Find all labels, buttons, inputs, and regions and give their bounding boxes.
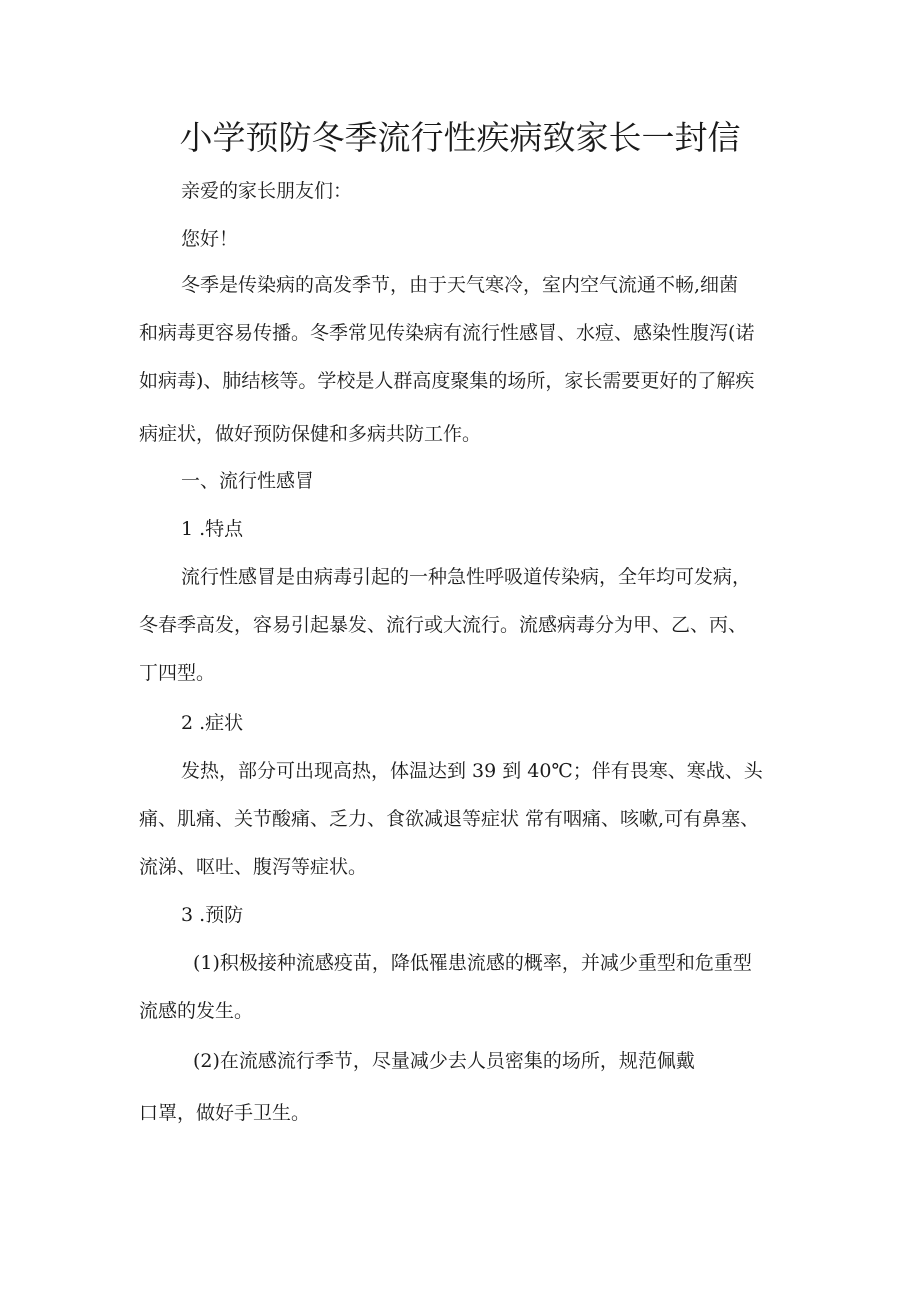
intro-line-1: 冬季是传染病的高发季节，由于天气寒冷，室内空气流通不畅,细菌 [181, 274, 739, 296]
subheading-prevention: 3 .预防 [181, 904, 244, 926]
feature-line-2: 冬春季高发，容易引起暴发、流行或大流行。流感病毒分为甲、乙、丙、 [139, 614, 748, 636]
intro-line-3: 如病毒)、肺结核等。学校是人群高度聚集的场所，家长需要更好的了解疾 [139, 370, 755, 392]
intro-line-2: 和病毒更容易传播。冬季常见传染病有流行性感冒、水痘、感染性腹泻(诺 [139, 322, 755, 344]
greeting: 您好！ [181, 228, 239, 250]
salutation: 亲爱的家长朋友们： [181, 180, 353, 202]
document-title: 小学预防冬季流行性疾病致家长一封信 [179, 118, 741, 157]
symptom-line-1: 发热，部分可出现高热，体温达到 39 到 40℃；伴有畏寒、寒战、头 [181, 760, 763, 782]
subheading-symptoms: 2 .症状 [181, 712, 244, 734]
prevention-1-line-1: (1)积极接种流感疫苗，降低罹患流感的概率，并减少重型和危重型 [193, 952, 752, 974]
feature-line-3: 丁四型。 [139, 662, 216, 684]
subheading-features: 1 .特点 [181, 518, 244, 540]
symptom-line-3: 流涕、呕吐、腹泻等症状。 [139, 856, 368, 878]
intro-line-4: 病症状，做好预防保健和多病共防工作。 [139, 423, 482, 445]
symptom-line-2: 痛、肌痛、关节酸痛、乏力、食欲减退等症状 常有咽痛、咳嗽,可有鼻塞、 [139, 808, 760, 830]
prevention-1-line-2: 流感的发生。 [139, 1000, 254, 1022]
feature-line-1: 流行性感冒是由病毒引起的一种急性呼吸道传染病，全年均可发病， [181, 566, 752, 588]
section-heading-influenza: 一、流行性感冒 [181, 470, 315, 492]
prevention-2-line-2: 口罩，做好手卫生。 [139, 1102, 311, 1124]
prevention-2-line-1: (2)在流感流行季节，尽量减少去人员密集的场所，规范佩戴 [193, 1050, 695, 1072]
